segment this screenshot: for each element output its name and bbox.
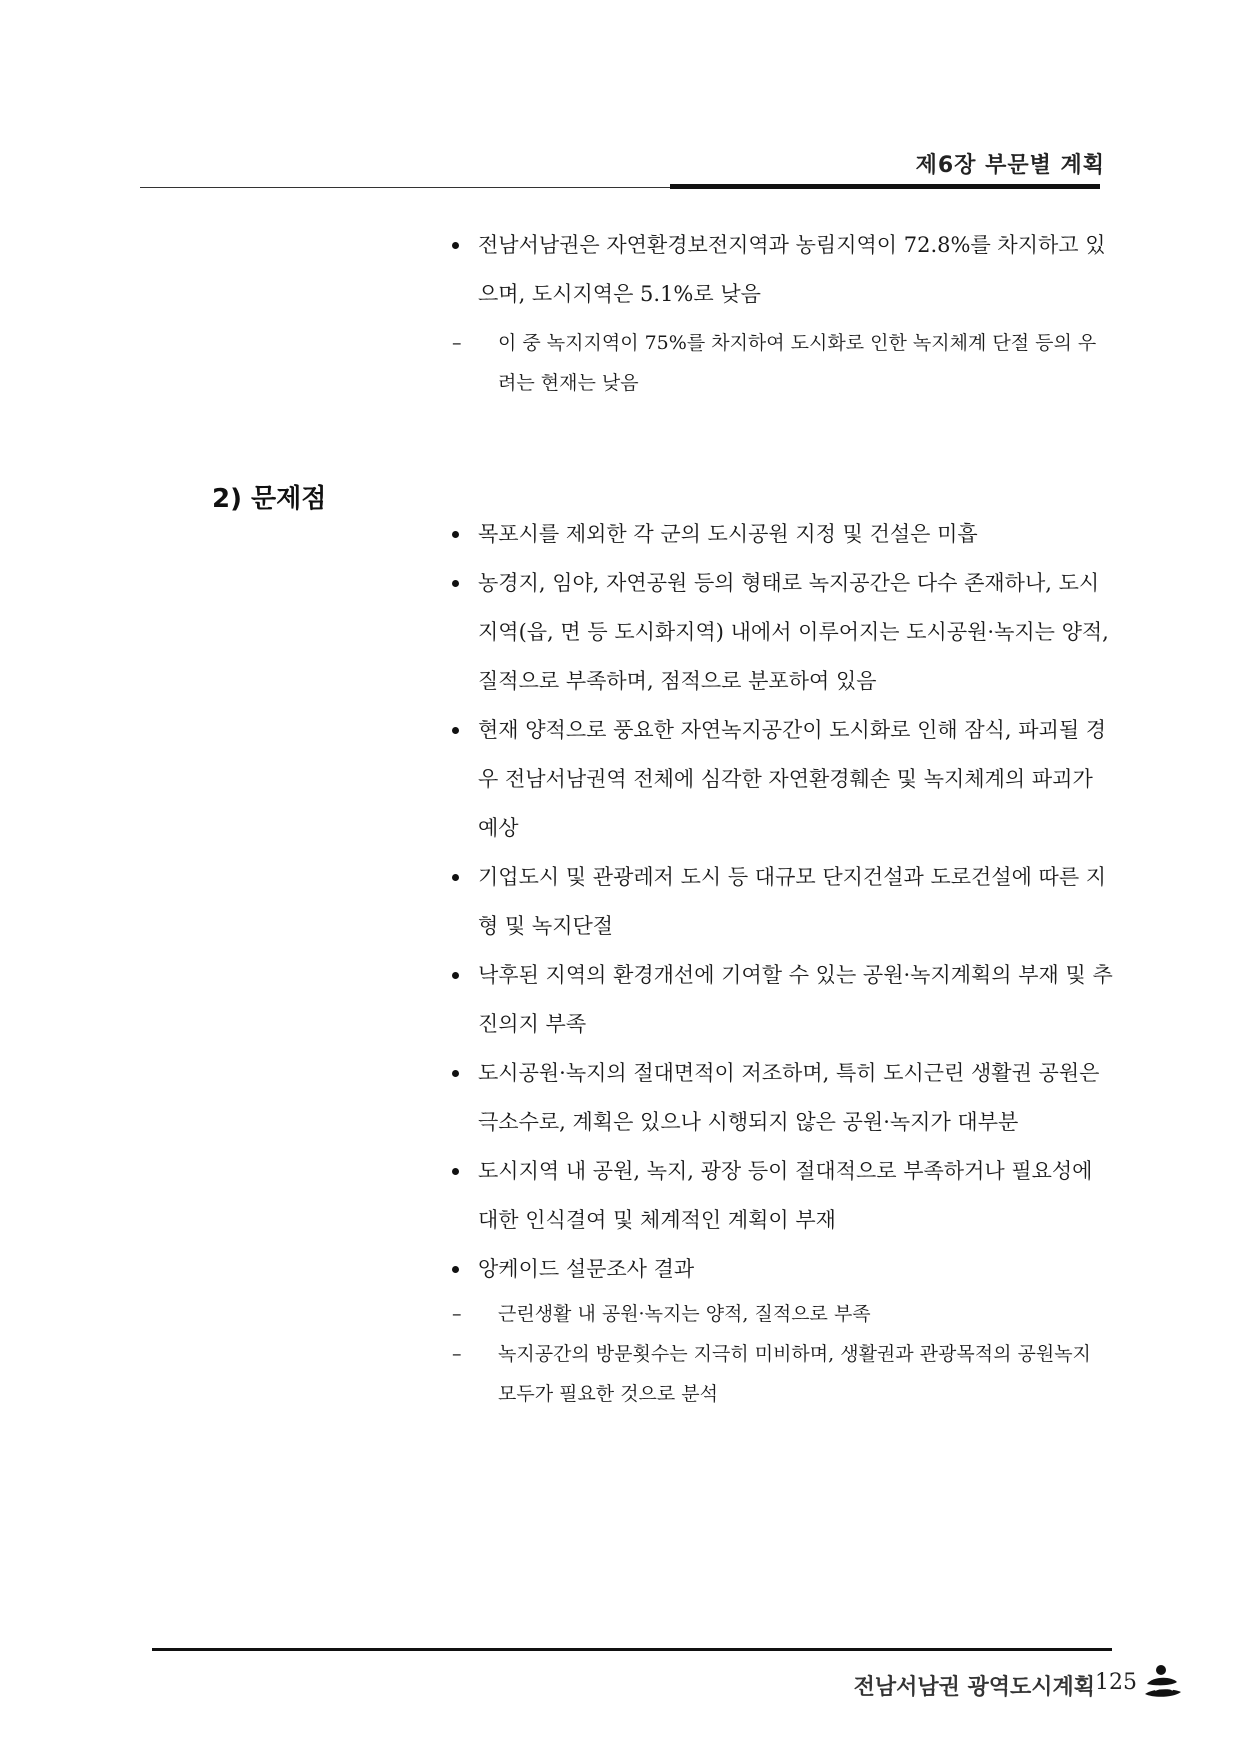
bullet-dot-icon	[452, 580, 459, 587]
problem-bullet-6	[448, 1049, 1113, 1147]
problem-text-5: 낙후된 지역의 환경개선에 기여할 수 있는 공원·녹지계획의 부재 및 추진의지 부족	[478, 963, 1113, 1036]
problem-text-2: 농경지, 임야, 자연공원 등의 형태로 녹지공간은 다수 존재하나, 도시지역(읍, 면 등 도시화지역) 내에서 이루어지는 도시공원·녹지는 양적, 질적으로 부족하며, 점적으로 분포하여 있음	[478, 571, 1109, 693]
bullet-dot-icon	[452, 1266, 459, 1273]
page-number: 125	[1095, 1670, 1137, 1695]
footer-rule	[152, 1648, 1112, 1651]
problem-bullet-7	[448, 1147, 1113, 1245]
problem-text-7: 도시지역 내 공원, 녹지, 광장 등이 절대적으로 부족하거나 필요성에 대한 인식결여 및 체계적인 계획이 부재	[478, 1159, 1093, 1232]
dash-icon: –	[452, 1343, 462, 1365]
bullet-dot-icon	[452, 874, 459, 881]
survey-dash-text-2: 녹지공간의 방문횟수는 지극히 미비하며, 생활권과 관광목적의 공원녹지 모두가 필요한 것으로 분석	[498, 1343, 1091, 1405]
intro-bullet	[448, 221, 1113, 319]
problem-bullet-1	[448, 510, 1113, 559]
bullet-dot-icon	[452, 727, 459, 734]
bullet-dot-icon	[452, 242, 459, 249]
section-heading: 2) 문제점	[212, 484, 327, 514]
problem-bullet-2	[448, 559, 1113, 706]
problem-text-6: 도시공원·녹지의 절대면적이 저조하며, 특히 도시근린 생활권 공원은 극소수로, 계획은 있으나 시행되지 않은 공원·녹지가 대부분	[478, 1061, 1100, 1134]
dash-icon: –	[452, 1303, 462, 1325]
bullet-dot-icon	[452, 972, 459, 979]
intro-dash	[448, 323, 1113, 403]
problem-bullet-3	[448, 706, 1113, 853]
problems-block	[448, 510, 1113, 1414]
intro-bullet-text: 전남서남권은 자연환경보전지역과 농림지역이 72.8%를 차지하고 있으며, 도시지역은 5.1%로 낮음	[478, 233, 1106, 306]
survey-dash-2	[448, 1334, 1113, 1414]
dash-icon: –	[452, 332, 462, 354]
problem-text-8: 앙케이드 설문조사 결과	[478, 1257, 695, 1281]
problem-text-1: 목포시를 제외한 각 군의 도시공원 지정 및 건설은 미흡	[478, 522, 978, 546]
problem-text-3: 현재 양적으로 풍요한 자연녹지공간이 도시화로 인해 잠식, 파괴될 경우 전남서남권역 전체에 심각한 자연환경훼손 및 녹지체계의 파괴가 예상	[478, 718, 1107, 840]
intro-dash-text: 이 중 녹지지역이 75%를 차지하여 도시화로 인한 녹지체계 단절 등의 우려는 현재는 낮음	[498, 332, 1097, 394]
problem-bullet-8	[448, 1245, 1113, 1294]
problem-bullet-5	[448, 951, 1113, 1049]
footer-title: 전남서남권 광역도시계획	[853, 1675, 1095, 1700]
problem-bullet-4	[448, 853, 1113, 951]
intro-block	[448, 221, 1113, 403]
chapter-title: 제6장 부문별 계획	[915, 153, 1105, 178]
regional-emblem-icon	[1141, 1660, 1185, 1704]
survey-dash-1	[448, 1294, 1113, 1334]
problem-text-4: 기업도시 및 관광레저 도시 등 대규모 단지건설과 도로건설에 따른 지형 및 녹지단절	[478, 865, 1107, 938]
bullet-dot-icon	[452, 1168, 459, 1175]
survey-dash-text-1: 근린생활 내 공원·녹지는 양적, 질적으로 부족	[498, 1303, 871, 1325]
bullet-dot-icon	[452, 1070, 459, 1077]
bullet-dot-icon	[452, 531, 459, 538]
header-rule-accent	[670, 184, 1100, 189]
